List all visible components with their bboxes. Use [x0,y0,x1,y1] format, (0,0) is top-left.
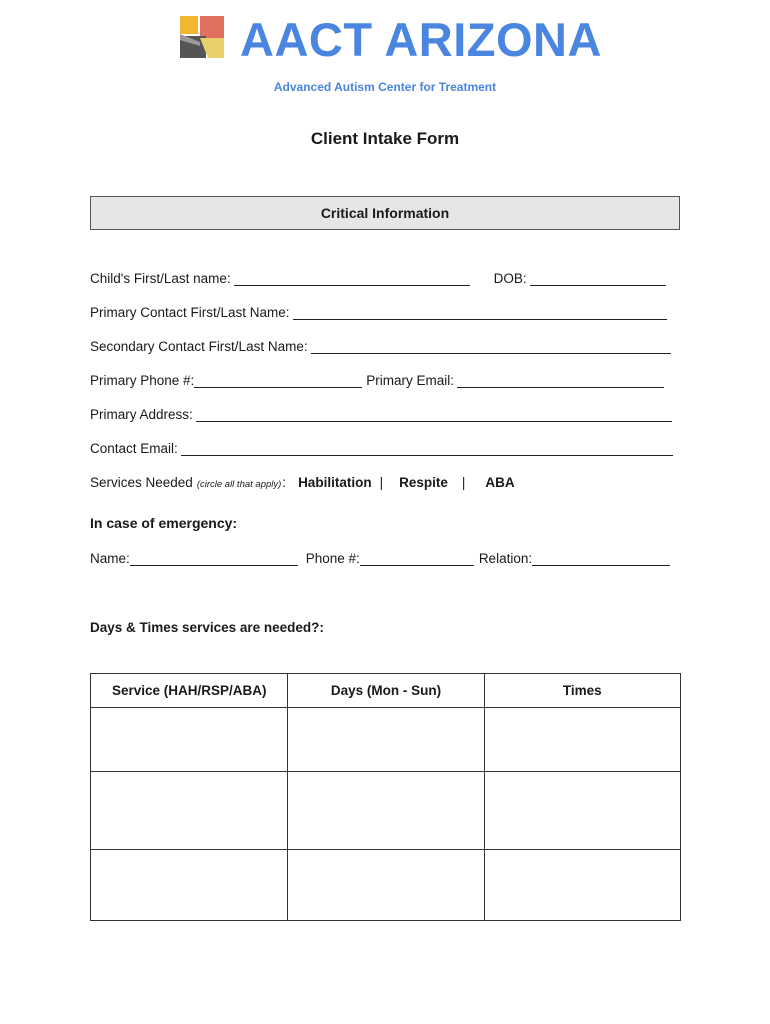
schedule-label: Days & Times services are needed?: [90,620,324,635]
services-hint: (circle all that apply) [196,479,282,490]
table-cell[interactable] [91,708,288,772]
contact-email-field[interactable] [181,443,673,456]
table-cell[interactable] [288,708,484,772]
phone-email-row [90,373,680,388]
child-name-label: Child's First/Last name: [90,271,231,286]
primary-contact-label: Primary Contact First/Last Name: [90,305,290,320]
service-option-habilitation[interactable]: Habilitation [298,475,372,490]
aact-logo-icon [180,16,224,58]
secondary-contact-field[interactable] [311,341,671,354]
child-name-row [90,271,680,286]
table-cell[interactable] [288,772,484,850]
child-name-field[interactable] [234,273,470,286]
emergency-phone-field[interactable] [360,553,474,566]
table-row [91,772,681,850]
table-cell[interactable] [91,850,288,921]
column-header-service: Service (HAH/RSP/ABA) [91,674,288,708]
contact-email-label: Contact Email: [90,441,178,456]
contact-email-row [90,441,680,456]
address-row [90,407,680,422]
table-cell[interactable] [484,772,680,850]
primary-email-label: Primary Email: [366,373,455,388]
table-cell[interactable] [484,708,680,772]
table-row [91,850,681,921]
secondary-contact-label: Secondary Contact First/Last Name: [90,339,308,354]
services-separator: | [379,475,384,490]
table-row [91,708,681,772]
primary-address-label: Primary Address: [90,407,193,422]
emergency-name-label: Name: [90,551,130,566]
emergency-name-field[interactable] [130,553,298,566]
dob-field[interactable] [530,273,666,286]
secondary-contact-row [90,339,680,354]
primary-phone-field[interactable] [194,375,362,388]
services-row [90,475,680,490]
service-option-aba[interactable]: ABA [485,475,515,490]
emergency-heading: In case of emergency: [90,515,238,531]
emergency-phone-label: Phone #: [305,551,360,566]
table-cell[interactable] [288,850,484,921]
primary-email-field[interactable] [457,375,664,388]
primary-address-field[interactable] [196,409,672,422]
primary-contact-row [90,305,680,320]
form-title: Client Intake Form [310,129,460,148]
services-separator: | [461,475,466,490]
primary-phone-label: Primary Phone #: [90,373,195,388]
column-header-days: Days (Mon - Sun) [288,674,484,708]
emergency-relation-field[interactable] [532,553,670,566]
tagline: Advanced Autism Center for Treatment [273,80,497,94]
brand-title: AACT ARIZONA [240,13,602,66]
section-header [90,196,680,230]
table-header-row [91,674,681,708]
emergency-relation-label: Relation: [478,551,533,566]
services-colon: : [282,475,287,490]
dob-label: DOB: [493,271,527,286]
schedule-table [90,673,681,921]
emergency-row [90,551,680,566]
section-title: Critical Information [320,205,450,221]
column-header-times: Times [484,674,680,708]
table-cell[interactable] [484,850,680,921]
services-label: Services Needed [90,475,193,490]
header [0,14,770,74]
service-option-respite[interactable]: Respite [399,475,448,490]
table-cell[interactable] [91,772,288,850]
primary-contact-field[interactable] [293,307,667,320]
